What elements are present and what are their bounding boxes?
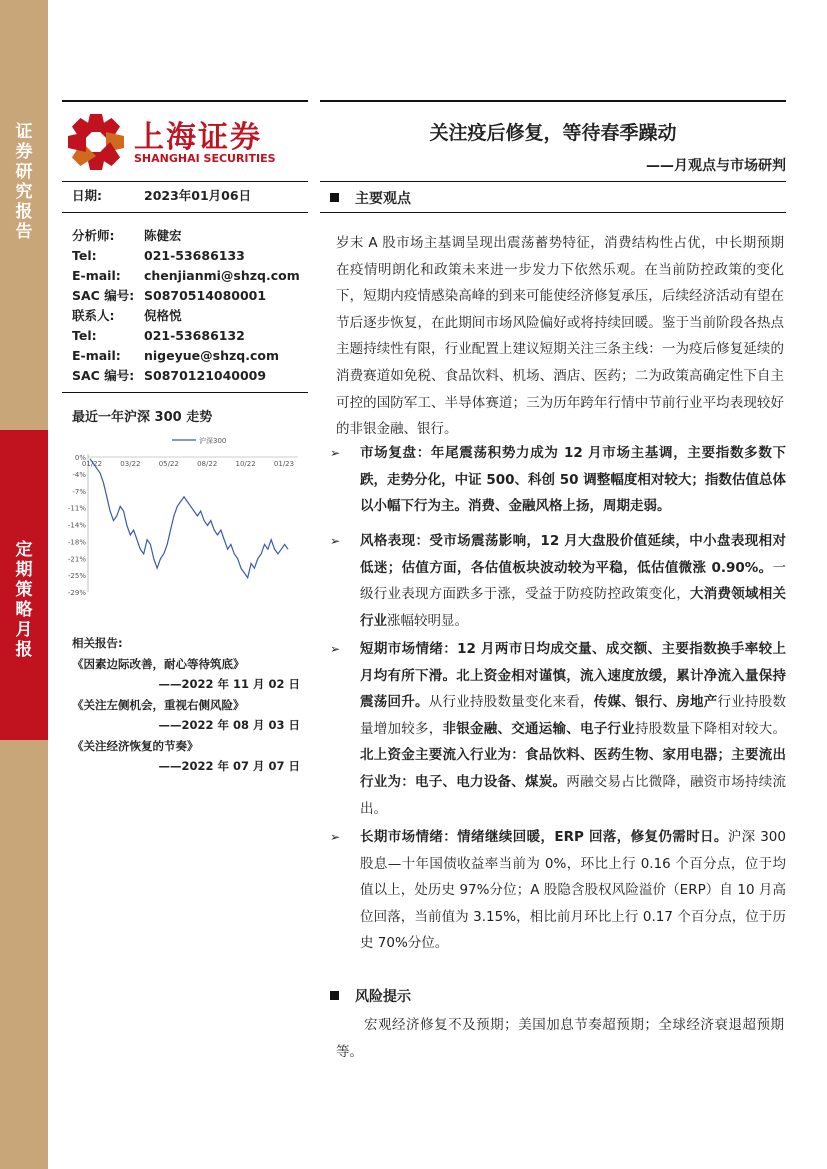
- logo-cn: 上海证券: [134, 120, 262, 155]
- logo-en: SHANGHAI SECURITIES: [134, 152, 276, 165]
- sidebar-mid-label: 定期策略月报: [15, 540, 33, 660]
- chart-x-tick-label: 01/22: [81, 460, 103, 468]
- logo: [66, 112, 286, 172]
- b3-text1: 从行业持股数量变化来看，: [428, 694, 594, 711]
- chart-y-tick-label: -21%: [67, 555, 86, 564]
- logo-emblem-icon: [66, 112, 126, 172]
- square-bullet-icon: [330, 193, 339, 202]
- b3-text3: 持股数量下降相对较大。: [635, 720, 786, 737]
- email-label-1: E-mail:: [72, 268, 121, 283]
- email-value-2[interactable]: nigeyue@shzq.com: [144, 348, 279, 363]
- chart-x-tick-label: 08/22: [197, 460, 218, 468]
- b3-bold2: 传媒、银行、房地产: [593, 694, 718, 711]
- chart-y-tick-label: -11%: [67, 504, 86, 513]
- page-subtitle: ——月观点与市场研判: [646, 158, 786, 174]
- b3-text2: 行业持股数量增加较多，: [360, 694, 786, 737]
- analyst-label: 分析师:: [72, 228, 115, 243]
- related-title-2[interactable]: 《关注左侧机会，重视右侧风险》: [72, 697, 245, 712]
- chart-y-tick-label: -14%: [67, 521, 86, 530]
- b3-bold1: 短期市场情绪：12 月两市日均成交量、成交额、主要指数换手率较上月均有所下滑。北上资金相对谨慎，流入速度放缓，累计净流入量保持震荡回升。: [360, 641, 786, 711]
- chart-y-tick-label: -18%: [67, 538, 86, 547]
- related-label: 相关报告:: [72, 636, 123, 650]
- page-title: 关注疫后修复，等待春季躁动: [429, 122, 677, 144]
- arrow-bullet-icon: ➢: [330, 534, 341, 548]
- chart-y-tick-label: -7%: [72, 487, 86, 496]
- chart-legend-label: 沪深300: [199, 437, 227, 445]
- hs300-chart: [66, 432, 306, 602]
- b3-bold3: 非银金融、交通运输、电子行业: [442, 720, 635, 737]
- bullet-long-term: [330, 824, 786, 957]
- sac-value-1: S0870514080001: [144, 288, 267, 303]
- chart-x-tick-label: 05/22: [158, 460, 179, 468]
- main-heading: [330, 188, 411, 208]
- b2-text1: 一级行业表现方面跌多于涨，受益于防疫防控政策变化，: [360, 559, 786, 603]
- main-heading-rule: [320, 212, 786, 213]
- chart-title: 最近一年沪深 300 走势: [72, 410, 213, 425]
- date-row: [72, 186, 251, 206]
- chart-y-tick-label: -25%: [67, 572, 86, 581]
- tel-value-1: 021-53686133: [144, 248, 245, 263]
- arrow-bullet-icon: ➢: [330, 642, 341, 656]
- related-date-2: ——2022 年 08 月 03 日: [158, 718, 300, 732]
- analyst-name: 陈健宏: [144, 228, 182, 243]
- main-heading-text: 主要观点: [355, 191, 411, 207]
- tel-value-2: 021-53686132: [144, 328, 245, 343]
- sac-label-2: SAC 编号:: [72, 368, 135, 383]
- chart-x-tick-label: 01/23: [273, 460, 295, 468]
- tel-label-1: Tel:: [72, 248, 97, 263]
- related-date-1: ——2022 年 11 月 02 日: [158, 677, 300, 691]
- arrow-bullet-icon: ➢: [330, 830, 341, 844]
- date-value: 2023年01月06日: [144, 188, 252, 203]
- tel-label-2: Tel:: [72, 328, 97, 343]
- risk-heading-text: 风险提示: [355, 989, 411, 1005]
- contact-label: 联系人:: [72, 308, 115, 323]
- related-reports: [72, 633, 300, 777]
- sac-label-1: SAC 编号:: [72, 288, 135, 303]
- chart-x-tick-label: 10/22: [235, 460, 256, 468]
- chart-y-tick-label: -29%: [67, 589, 86, 597]
- bullet-style: [330, 528, 786, 634]
- related-title-3[interactable]: 《关注经济恢复的节奏》: [72, 738, 199, 753]
- contact-name: 倪格悦: [144, 308, 182, 323]
- b4-bold: 长期市场情绪：情绪继续回暖，ERP 回落，修复仍需时日。: [360, 829, 728, 845]
- chart-series-line-hs300: [90, 459, 288, 578]
- sidebar-top-label: 证券研究报告: [15, 122, 33, 242]
- risk-heading: [330, 986, 411, 1006]
- b4-text: 沪深 300 股息—十年国债收益率当前为 0%，环比上行 0.16 个百分点，位于均值以上，处历史 97%分位；A 股隐含股权风险溢价（ERP）自 10 月高位回落，当前值为 3.15%，相比前月环比上行 0.17 个百分点，位于历史 70%分位。: [360, 829, 786, 952]
- chart-x-tick-label: 03/22: [120, 460, 141, 468]
- related-date-3: ——2022 年 07 月 07 日: [158, 759, 300, 773]
- sub-rule-left: [62, 181, 308, 182]
- date-rule: [62, 212, 308, 213]
- sac-value-2: S0870121040009: [144, 368, 267, 383]
- bullet-market-review: [330, 440, 786, 520]
- email-label-2: E-mail:: [72, 348, 121, 363]
- b2-text2: 涨幅较明显。: [387, 612, 468, 629]
- info-rule: [62, 392, 308, 393]
- b3-bold4: 北上资金主要流入行业为：食品饮料、医药生物、家用电器；主要流出行业为：电子、电力设备、煤炭。: [360, 747, 786, 790]
- b2-bold2: 大消费领域相关行业: [360, 586, 786, 629]
- arrow-bullet-icon: ➢: [330, 446, 341, 460]
- bullet-short-term: [330, 636, 786, 822]
- sub-rule-right: [320, 181, 786, 182]
- chart-y-tick-label: -4%: [72, 470, 86, 479]
- related-title-1[interactable]: 《因素边际改善，耐心等待筑底》: [72, 656, 245, 671]
- b2-bold1: 风格表现：受市场震荡影响，12 月大盘股价值延续，中小盘表现相对低迷；估值方面，各估值板块波动较为平稳，低估值微涨 0.90%。: [360, 533, 786, 576]
- email-value-1[interactable]: chenjianmi@shzq.com: [144, 268, 300, 283]
- b3-text4: 两融交易占比微降，融资市场持续流出。: [360, 773, 786, 817]
- chart-y-tick-label: 0%: [74, 454, 86, 462]
- header-rule-right: [320, 100, 786, 102]
- b1-bold: 市场复盘：年尾震荡积势力成为 12 月市场主基调，主要指数多数下跌，走势分化，中证 500、科创 50 调整幅度相对较大；指数估值总体以小幅下行为主。消费、金融风格上扬，周期走弱。: [360, 445, 786, 515]
- header-rule-left: [62, 100, 308, 102]
- intro-paragraph: 岁末 A 股市场主基调呈现出震荡蓄势特征，消费结构性占优，中长期预期在疫情明朗化和政策未来进一步发力下依然乐观。在当前防控政策的变化下，短期内疫情感染高峰的到来可能使经济修复承压，后续经济活动有望在节后逐步恢复，在此期间市场风险偏好或将持续回暖。鉴于当前阶段各热点主题持续性有限，行业配置上建议短期关注三条主线：一为疫后修复延续的消费赛道如免税、食品饮料、机场、酒店、医药；二为政策高确定性下自主可控的国防军工、半导体赛道；三为历年跨年行情中节前行业平均表现较好的非银金融、银行。: [336, 235, 784, 438]
- date-label: 日期:: [72, 188, 102, 203]
- risk-paragraph: 宏观经济修复不及预期；美国加息节奏超预期；全球经济衰退超预期等。: [336, 1017, 784, 1060]
- square-bullet-icon: [330, 991, 339, 1000]
- analyst-block: [72, 226, 300, 386]
